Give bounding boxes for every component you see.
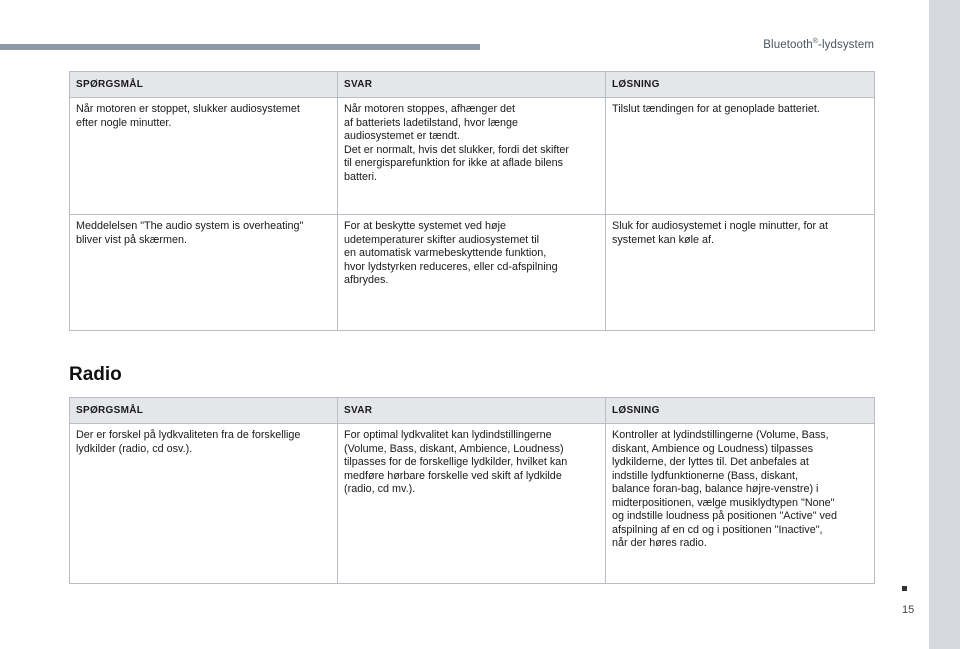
answer-cell: For at beskytte systemet ved høje udetemperaturer skifter audiosystemet til en automatisk varmebeskyttende funktion, hvor lydstyrken reduceres, eller cd-afspilning afbrydes. <box>338 215 606 331</box>
column-header-question: SPØRGSMÅL <box>70 72 338 98</box>
solution-cell: Kontroller at lydindstillingerne (Volume, Bass, diskant, Ambience og Loudness) tilpasses lydkilderne, der lyttes til. Det anbefales at indstille lydfunktionerne (Bass, diskant, balance foran-bag, balance højre-venstre) i midterpositionen, vælge musiklydtypen "None" og indstille loudness på positionen "Active" ved afspilning af en cd og i positionen "Inactive", når der høres radio. <box>606 424 875 584</box>
column-header-answer: SVAR <box>338 398 606 424</box>
question-cell: Når motoren er stoppet, slukker audiosystemet efter nogle minutter. <box>70 98 338 215</box>
table-header-row <box>70 72 875 98</box>
column-header-answer: SVAR <box>338 72 606 98</box>
answer-cell: Når motoren stoppes, afhænger det af batteriets ladetilstand, hvor længe audiosystemet er tændt. Det er normalt, hvis det slukker, fordi det skifter til energisparefunktion for ikke at aflade bilens batteri. <box>338 98 606 215</box>
answer-cell: For optimal lydkvalitet kan lydindstillingerne (Volume, Bass, diskant, Ambience, Loudness) tilpasses for de forskellige lydkilder, hvilket kan medføre hørbare forskelle ved skift af lydkilde (radio, cd mv.). <box>338 424 606 584</box>
faq-table-general <box>69 71 875 331</box>
column-header-solution: LØSNING <box>606 398 875 424</box>
question-cell: Der er forskel på lydkvaliteten fra de forskellige lydkilder (radio, cd osv.). <box>70 424 338 584</box>
question-cell: Meddelelsen "The audio system is overheating" bliver vist på skærmen. <box>70 215 338 331</box>
table-row <box>70 215 875 331</box>
page-marker <box>902 586 907 591</box>
solution-cell: Sluk for audiosystemet i nogle minutter, for at systemet kan køle af. <box>606 215 875 331</box>
side-margin-strip <box>929 0 960 649</box>
solution-cell: Tilslut tændingen for at genoplade batteriet. <box>606 98 875 215</box>
table-row <box>70 424 875 584</box>
faq-table-radio <box>69 397 875 584</box>
table-row <box>70 98 875 215</box>
page-header-title: Bluetooth®-lydsystem <box>763 38 874 51</box>
section-title-radio: Radio <box>69 364 122 385</box>
header-rule <box>0 44 480 50</box>
column-header-question: SPØRGSMÅL <box>70 398 338 424</box>
page-number: 15 <box>902 604 915 616</box>
table-header-row <box>70 398 875 424</box>
column-header-solution: LØSNING <box>606 72 875 98</box>
